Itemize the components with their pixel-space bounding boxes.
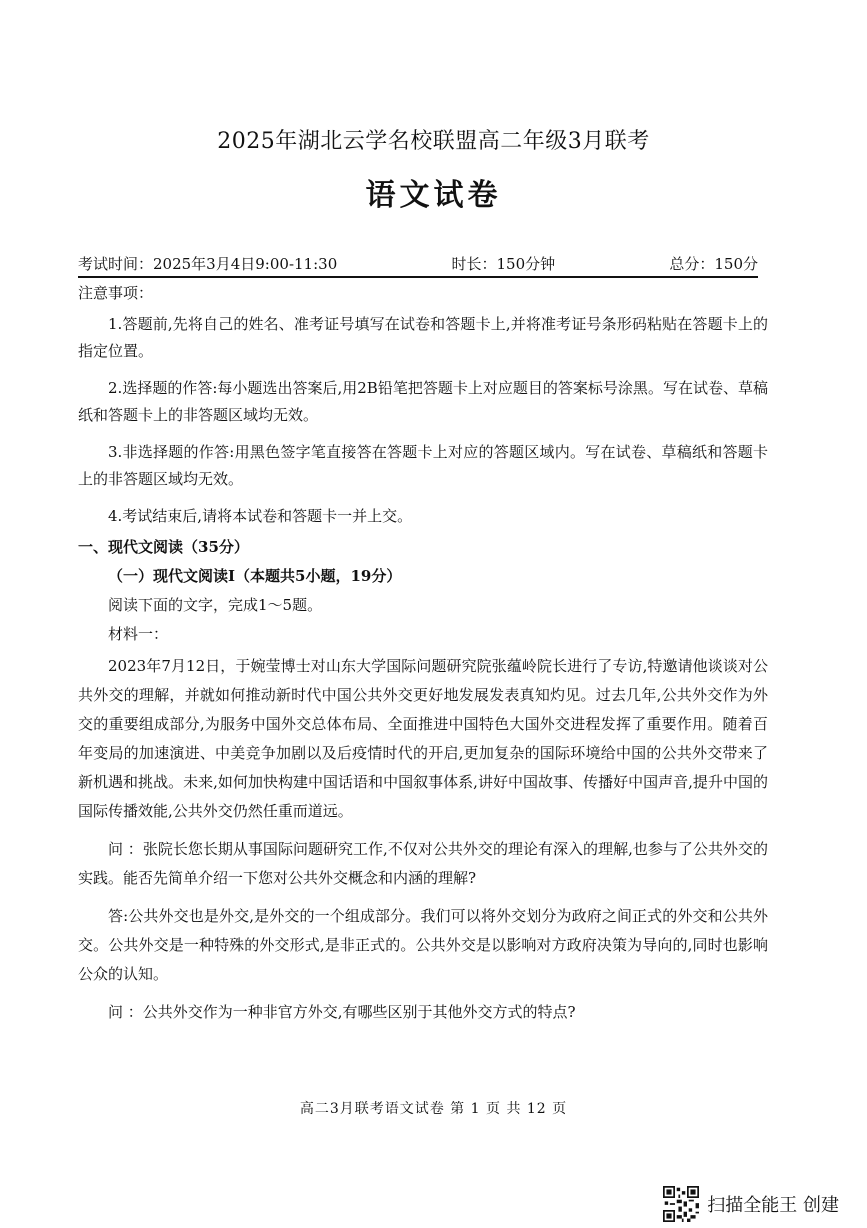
reading-section bbox=[78, 536, 768, 1036]
notice-item: 4.考试结束后,请将本试卷和答题卡一并上交。 bbox=[108, 507, 413, 525]
section-heading: 一、现代文阅读（35分） bbox=[78, 538, 249, 556]
section-instruction: 阅读下面的文字，完成1～5题。 bbox=[108, 596, 323, 614]
material-label: 材料一： bbox=[108, 625, 169, 643]
notice-item: 2.选择题的作答:每小题选出答案后,用2B铅笔把答题卡上对应题目的答案标号涂黑。写在试卷、草稿纸和答题卡上的非答题区域均无效。 bbox=[78, 379, 768, 424]
body-paragraph: 问 ：张院长您长期从事国际问题研究工作,不仅对公共外交的理论有深入的理解,也参与了公共外交的实践。能否先简单介绍一下您对公共外交概念和内涵的理解? bbox=[78, 840, 768, 887]
exam-total-score: 总分：150分 bbox=[669, 255, 758, 273]
scanner-label: 扫描全能王 创建 bbox=[707, 1195, 839, 1216]
notice-block bbox=[78, 282, 768, 540]
notice-item: 1.答题前,先将自己的姓名、准考证号填写在试卷和答题卡上,并将准考证号条形码粘贴在答题卡上的指定位置。 bbox=[78, 315, 768, 360]
scanner-watermark bbox=[663, 1184, 839, 1224]
body-paragraph: 答:公共外交也是外交,是外交的一个组成部分。我们可以将外交划分为政府之间正式的外交和公共外交。公共外交是一种特殊的外交形式,是非正式的。公共外交是以影响对方政府决策为导向的,同时也影响公众的认知。 bbox=[78, 907, 768, 983]
notice-title: 注意事项： bbox=[78, 284, 154, 302]
subject-title: 语文试卷 bbox=[365, 178, 502, 213]
body-paragraph: 问 ：公共外交作为一种非官方外交,有哪些区别于其他外交方式的特点? bbox=[108, 1003, 576, 1021]
page-footer: 高二3月联考语文试卷 第 1 页 共 12 页 bbox=[299, 1101, 568, 1117]
qr-code-icon bbox=[663, 1186, 699, 1222]
exam-title: 2025年湖北云学名校联盟高二年级3月联考 bbox=[217, 129, 650, 154]
body-paragraph: 2023年7月12日，于婉莹博士对山东大学国际问题研究院张蕴岭院长进行了专访,特邀请他谈谈对公共外交的理解，并就如何推动新时代中国公共外交更好地发展发表真知灼见。过去几年,公共外交作为外交的重要组成部分,为服务中国外交总体布局、全面推进中国特色大国外交进程发挥了重要作用。随着百年变局的加速演进、中美竞争加剧以及后疫情时代的开启,更加复杂的国际环境给中国的公共外交带来了新机遇和挑战。未来,如何加快构建中国话语和中国叙事体系,讲好中国故事、传播好中国声音,提升中国的国际传播效能,公共外交仍然任重而道远。 bbox=[78, 657, 768, 820]
exam-info-bar bbox=[78, 248, 758, 278]
notice-item: 3.非选择题的作答:用黑色签字笔直接答在答题卡上对应的答题区域内。写在试卷、草稿纸和答题卡上的非答题区域均无效。 bbox=[78, 443, 768, 488]
exam-time: 考试时间：2025年3月4日9:00-11:30 bbox=[78, 255, 338, 273]
section-subheading: （一）现代文阅读Ⅰ（本题共5小题，19分） bbox=[108, 567, 402, 585]
exam-duration: 时长：150分钟 bbox=[451, 255, 556, 273]
